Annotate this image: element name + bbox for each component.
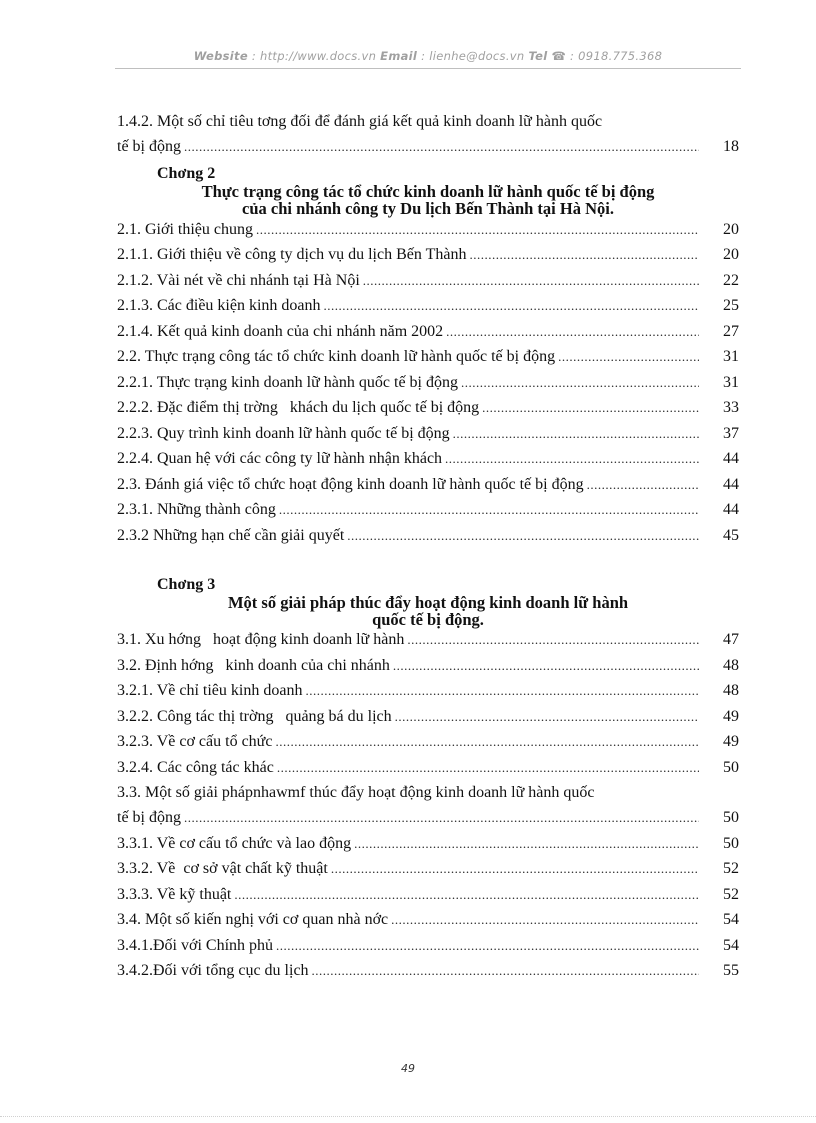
chapter-3-entries: [117, 631, 739, 784]
chapter-3-entries-continued: [117, 835, 739, 988]
dot-leader: [276, 938, 699, 954]
dot-leader: [461, 375, 699, 391]
toc-entry-text: 2.2.2. Đặc điểm thị trờng khách du lịch quốc tế bị động: [117, 399, 480, 416]
toc-entry: [117, 476, 739, 502]
header-divider: [115, 68, 741, 69]
page-number: 49: [401, 1062, 415, 1075]
toc-entry: [117, 297, 739, 323]
table-of-contents: [117, 113, 739, 988]
toc-entry-text: 3.2.4. Các công tác khác: [117, 758, 274, 776]
toc-page-number: 18: [723, 138, 739, 155]
toc-entry-text: 3.2.3. Về cơ cấu tổ chức: [117, 733, 273, 750]
toc-entry-text: 3.4.1.Đối với Chính phủ: [117, 936, 274, 954]
email-address[interactable]: : lienhe@docs.vn: [421, 49, 525, 63]
toc-entry: [117, 323, 739, 349]
toc-page-number: 44: [723, 501, 739, 518]
toc-entry-text: 3.4.2.Đối với tổng cục du lịch: [117, 962, 309, 979]
toc-entry-text: 2.1.4. Kết quả kinh doanh của chi nhánh năm 2002: [117, 322, 444, 340]
toc-entry-text: 3.2.1. Về chỉ tiêu kinh doanh: [117, 682, 303, 699]
toc-entry-text: tế bị động: [117, 138, 181, 155]
dot-leader: [279, 502, 699, 518]
toc-entry-text: 2.2.3. Quy trình kinh doanh lữ hành quốc tế bị động: [117, 424, 450, 442]
toc-page-number: 55: [723, 962, 739, 979]
toc-entry-text: 2.1. Giới thiệu chung: [117, 220, 253, 238]
website-label: Website: [193, 49, 248, 63]
toc-entry: [117, 682, 739, 708]
toc-page-number: 25: [723, 297, 739, 314]
toc-entry: [117, 657, 739, 683]
toc-entry: [117, 631, 739, 657]
chapter-3-title-line2: quốc tế bị động.: [372, 610, 484, 629]
dot-leader: [558, 349, 699, 365]
bottom-divider: [0, 1116, 816, 1117]
dot-leader: [393, 658, 699, 674]
toc-page-number: 50: [723, 758, 739, 776]
toc-entry: [117, 886, 739, 912]
toc-page-number: 52: [723, 885, 739, 903]
toc-page-number: 20: [723, 220, 739, 238]
toc-entry-3-3-line1: [117, 784, 739, 809]
toc-entry-text: 2.3. Đánh giá việc tổ chức hoạt động kinh doanh lữ hành quốc tế bị động: [117, 475, 584, 493]
chapter-2-entries: [117, 221, 739, 553]
toc-page-number: 52: [723, 860, 739, 877]
dot-leader: [363, 273, 699, 289]
toc-entry: [117, 425, 739, 451]
toc-entry-1-4-2-line2: [117, 138, 739, 164]
toc-entry: [117, 374, 739, 400]
chapter-2-title-line2: của chi nhánh công ty Du lịch Bến Thành tại Hà Nội.: [242, 198, 614, 218]
toc-entry: [117, 221, 739, 247]
toc-page-number: 47: [723, 631, 739, 648]
toc-entry-text: 2.1.2. Vài nét về chi nhánh tại Hà Nội: [117, 271, 360, 289]
toc-entry-text: 2.1.1. Giới thiệu về công ty dịch vụ du lịch Bến Thành: [117, 246, 467, 263]
toc-entry-text: 3.3.2. Về cơ sở vật chất kỹ thuật: [117, 860, 328, 877]
toc-entry-text: 2.2.4. Quan hệ với các công ty lữ hành nhận khách: [117, 450, 443, 467]
toc-entry-text: 1.4.2. Một số chỉ tiêu tơng đối để đánh giá kết quả kinh doanh lữ hành quốc: [117, 113, 603, 130]
section-gap: [117, 552, 739, 575]
dot-leader: [275, 734, 699, 750]
toc-entry: [117, 272, 739, 298]
dot-leader: [184, 810, 699, 826]
toc-entry: [117, 450, 739, 476]
toc-page-number: 54: [723, 936, 739, 954]
dot-leader: [391, 912, 699, 928]
dot-leader: [482, 400, 699, 416]
dot-leader: [354, 836, 699, 852]
chapter-2-title-line1: Thực trạng công tác tổ chức kinh doanh lữ hành quốc tế bị động: [201, 181, 655, 201]
toc-page-number: 27: [723, 322, 739, 340]
toc-page-number: 22: [723, 271, 739, 289]
dot-leader: [256, 222, 699, 238]
toc-page-number: 37: [723, 424, 739, 442]
toc-page-number: 48: [723, 656, 739, 674]
toc-entry: [117, 399, 739, 425]
dot-leader: [446, 324, 699, 340]
toc-entry-1-4-2-line1: [117, 113, 739, 138]
toc-entry-text: 3.3.1. Về cơ cấu tổ chức và lao động: [117, 834, 352, 852]
toc-entry-text: 2.1.3. Các điều kiện kinh doanh: [117, 297, 321, 314]
toc-page-number: 33: [723, 399, 739, 416]
tel-number: ☎ : 0918.775.368: [551, 49, 663, 63]
page-header: [115, 49, 741, 67]
toc-entry: [117, 348, 739, 374]
toc-page-number: 49: [723, 707, 739, 725]
toc-entry-3-3-line2: [117, 809, 739, 835]
dot-leader: [469, 247, 699, 263]
email-label: Email: [380, 49, 418, 63]
dot-leader: [407, 632, 699, 648]
dot-leader: [395, 709, 699, 725]
toc-entry: [117, 527, 739, 553]
toc-entry-text: 3.2. Định hớng kinh doanh của chi nhánh: [117, 656, 390, 674]
chapter-2-label: Chơng 2: [157, 164, 216, 182]
dot-leader: [347, 528, 699, 544]
toc-page-number: 44: [723, 450, 739, 467]
dot-leader: [312, 963, 699, 979]
toc-entry-text: 2.2. Thực trạng công tác tổ chức kinh doanh lữ hành quốc tế bị động: [117, 348, 556, 365]
toc-entry: [117, 501, 739, 527]
toc-page-number: 44: [723, 475, 739, 493]
toc-entry-text: 2.2.1. Thực trạng kinh doanh lữ hành quốc tế bị động: [117, 373, 458, 391]
toc-page-number: 54: [723, 911, 739, 928]
toc-page-number: 49: [723, 733, 739, 750]
tel-label: Tel: [528, 49, 548, 63]
dot-leader: [331, 861, 699, 877]
dot-leader: [277, 760, 699, 776]
toc-page-number: 50: [723, 809, 739, 826]
toc-page-number: 50: [723, 834, 739, 852]
toc-entry: [117, 733, 739, 759]
toc-entry-text: 2.3.2 Những hạn chế cần giải quyết: [117, 526, 345, 544]
toc-entry: [117, 708, 739, 734]
website-url[interactable]: : http://www.docs.vn: [251, 49, 377, 63]
toc-entry-text: 3.2.2. Công tác thị trờng quảng bá du lịch: [117, 707, 392, 725]
toc-entry: [117, 759, 739, 785]
dot-leader: [305, 683, 699, 699]
toc-entry: [117, 835, 739, 861]
toc-entry: [117, 860, 739, 886]
toc-entry-text: 3.4. Một số kiến nghị với cơ quan nhà nớc: [117, 911, 389, 928]
toc-entry-text: 3.3. Một số giải phápnhawmf thúc đẩy hoạt động kinh doanh lữ hành quốc: [117, 784, 595, 801]
chapter-3-title-line1: Một số giải pháp thúc đẩy hoạt động kinh doanh lữ hành: [227, 593, 629, 612]
chapter-3-label: Chơng 3: [157, 576, 216, 593]
dot-leader: [445, 451, 699, 467]
toc-entry: [117, 246, 739, 272]
toc-page-number: 45: [723, 526, 739, 544]
toc-page-number: 31: [723, 348, 739, 365]
dot-leader: [184, 139, 699, 155]
toc-entry: [117, 962, 739, 988]
toc-entry-text: 3.3.3. Về kỹ thuật: [117, 885, 232, 903]
toc-page-number: 48: [723, 682, 739, 699]
toc-entry-text: 3.1. Xu hớng hoạt động kinh doanh lữ hành: [117, 631, 405, 648]
toc-entry-text: 2.3.1. Những thành công: [117, 501, 276, 518]
dot-leader: [587, 477, 699, 493]
toc-entry: [117, 911, 739, 937]
dot-leader: [453, 426, 699, 442]
toc-page-number: 20: [723, 246, 739, 263]
toc-entry-text: tế bị động: [117, 809, 181, 826]
dot-leader: [234, 887, 699, 903]
toc-entry: [117, 937, 739, 963]
toc-page-number: 31: [723, 373, 739, 391]
dot-leader: [324, 298, 699, 314]
